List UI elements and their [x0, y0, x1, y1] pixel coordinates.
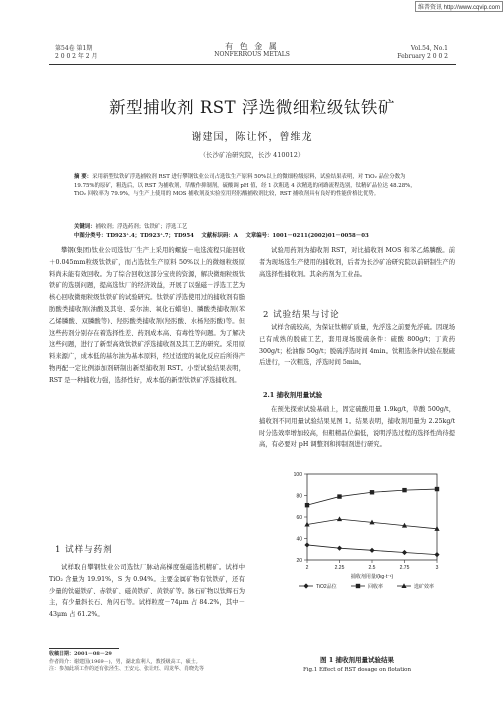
paper-title: 新型捕收剂 RST 浮选微细粒级钛铁矿 — [109, 98, 395, 117]
dosage-paragraph: 在预先探索试验基础上，固定硫酸用量 1.9kg/t，草酸 500g/t，捕收剂不同用量试验结果见图 1。结果表明，捕收剂用量为 2.25kg/t 时分选效率增加较高，但粗精品位偏低，说明浮选过程的选择性尚待提高，有必要对 pH 调整剂和抑制剂进行研究。 — [259, 406, 455, 449]
x-tick-label: 2.5 — [368, 565, 376, 571]
data-point — [305, 503, 309, 507]
intro-paragraph: 攀钢(集团)钛业公司选钛厂生产上采用的螺旋－电选流程只能回收＋0.045mm粒级钛铁矿，而占选钛生产原料 50%以上的微细粒级原料尚未能有效回收。为了综合回收这部分宝贵的资源，解决微细粒级钛铁矿的选别问题，提高选钛厂的经济效益，开展了以强磁－浮选工艺为核心回收微细粒级钛铁矿的试验研究。钛铁矿浮选使用过的捕收剂有脂肪酸类捕收剂(油酸及其皂、妥尔油、氧化石蜡皂)、膦酸类捕收剂(苯乙烯膦酸、双膦酸等)、羟肟酸类捕收剂(羟肟酸、水杨羟肟酸)等。但这些药剂分别存在着选择性差、药剂成本高、有毒性等问题。为了解决这些问题，进行了新型高效钛铁矿浮选捕收剂及其工艺的研究。采用原料来源广，成本低的基尔油为基本原料，经过适度的氧化反应后所得产物再配一定比例添加剂研制出新型捕收剂 RST。小型试验结果表明，RST 是一种捕收力强，选择性好，成本低的新型钛铁矿浮选捕收剂。 — [49, 247, 245, 384]
data-point — [369, 548, 374, 553]
desulfurization-paragraph: 试样含硫较高，为保证钛精矿质量，先浮选之前要先浮硫。因现场已有成熟的脱硫工艺，套用现场脱硫条件：硫酸 800g/t；丁黄药 300g/t；松油醇 50g/t；脱硫浮选时间 4min。钛粗选条件试验在脱硫后进行，一次粗选，浮选时间 5min。 — [259, 324, 455, 367]
footnote-received: 收稿日期：2001－08－29 — [49, 651, 112, 657]
header-journal-en: NONFERROUS METALS — [214, 51, 290, 58]
legend-marker — [401, 583, 406, 588]
abstract — [74, 173, 424, 199]
paper-authors: 谢建国，陈让怀，曾维龙 — [191, 132, 313, 143]
data-point — [402, 550, 407, 555]
legend-label: 回收率 — [368, 584, 384, 590]
footnote — [49, 651, 249, 674]
header-journal-cn: 有 色 金 属 — [225, 42, 279, 51]
x-tick-label: 2.25 — [334, 565, 345, 571]
section-2-heading: 2 试验结果与讨论 — [263, 310, 340, 320]
x-tick-label: 3 — [435, 565, 439, 571]
paper-affiliation: （长沙矿冶研究院，长沙 410012） — [199, 151, 305, 159]
source-watermark: 维普资讯 http://www.cqvip.com — [415, 1, 503, 12]
legend-marker — [303, 583, 308, 588]
legend-label: TiO2品位 — [316, 584, 337, 590]
keywords-text: 捕收剂；浮选药剂；钛铁矿；浮选工艺 — [95, 224, 188, 230]
y-tick-label: 100 — [293, 472, 302, 478]
materials-paragraph: 试验用药剂为捕收剂 RST，对比捕收剂 MOS 和苯乙烯膦酸。前者为现场选生产使用的捕收剂，后者为长沙矿冶研究院以前研制生产的高选择性捕收剂。其余药剂为工业品。 — [259, 247, 455, 278]
y-tick-label: 80 — [296, 493, 302, 500]
y-tick-label: 20 — [296, 558, 302, 564]
header-rule — [49, 64, 456, 65]
header-issue-line2: February 2 0 0 2 — [397, 53, 448, 60]
footnote-extra: 注：参加此项工作的还有张泾生、王安元、张让旺、周龙华、肖晓先等 — [49, 666, 205, 673]
figure-1-caption-cn: 图 1 捕收剂用量试验结果 — [319, 656, 395, 664]
clc-number: 中图分类号：TD923⁺.4；TD923⁺.7；TD954 — [74, 233, 194, 239]
keywords-label: 关键词： — [74, 224, 96, 230]
y-tick-label: 60 — [296, 515, 302, 521]
keywords-block — [74, 223, 444, 241]
section-1-heading: 1 试样与药剂 — [55, 545, 113, 555]
header-issue-line1: Vol.54, No.1 — [410, 45, 448, 52]
header-volume-line1: 第54卷 第1期 — [55, 45, 93, 52]
footnote-rule — [49, 648, 119, 649]
header-issue — [397, 45, 448, 61]
figure-1-caption-en: Fig.1 Effect of RST dosage on flotation — [302, 667, 412, 673]
footnote-author: 作者简介：谢建国(1969－)，男，湖北监利人，教授级高工，硕士。 — [49, 658, 201, 665]
legend-marker — [356, 584, 360, 588]
section-2-1-heading: 2.1 捕收剂用量试验 — [263, 391, 323, 399]
x-tick-label: 2.75 — [399, 565, 410, 571]
data-point — [337, 494, 341, 498]
data-point — [304, 542, 309, 547]
abstract-text: 采用新型钛铁矿浮选捕收剂 RST 进行攀钢钛业公司占选钛生产原料 50%以上的微细粒级原料，试验结果表明，对 TiO₂ 品位分数为 19.75%的原矿，粗选后，以 RST 为捕收剂，草酸作抑制剂，硫酸调 pH 值，经 1 次粗选 4 次精选的闭路流程选别，钛精矿品位达 48.28%，TiO₂ 回收率为 79.9%，与生产上使用的 MOS 捕收剂及实验室用羟肟酸捕收剂比较，RST 捕收剂具有良好的性能价格比优势。 — [74, 174, 416, 198]
data-point — [402, 488, 406, 492]
legend-label: 选矿效率 — [414, 584, 435, 590]
article-number: 文章编号：1001－0211(2002)01－0058－03 — [245, 233, 369, 239]
section-1-text: 试样取自攀钢钛业公司选钛厂脉动高梯度强磁选机精矿。试样中 TiO₂ 含量为 19.91%，S 为 0.94%。主要金属矿物有钛铁矿，还有少量的钛磁铁矿、赤铁矿、磁黄铁矿、黄铁矿等。脉石矿物以钛辉石为主，有少量斜长石、角闪石等。试样粒度－74μm 占 84.2%，其中－43μm 占 61.2%。 — [49, 564, 245, 619]
data-point — [337, 546, 342, 551]
data-point — [434, 552, 439, 557]
x-axis-label: 捕收剂用量/(kg·t⁻¹) — [350, 574, 394, 580]
data-point — [337, 516, 342, 521]
data-point — [435, 487, 439, 491]
x-tick-label: 2 — [305, 565, 309, 571]
y-tick-label: 40 — [296, 536, 302, 543]
figure-1-chart — [269, 468, 454, 608]
data-point — [370, 490, 374, 494]
figure-1 — [269, 468, 454, 608]
header-volume-line2: 2 0 0 2 年 2 月 — [55, 53, 98, 60]
abstract-label: 摘 要： — [74, 174, 93, 180]
doc-code: 文献标识码：A — [201, 233, 238, 239]
